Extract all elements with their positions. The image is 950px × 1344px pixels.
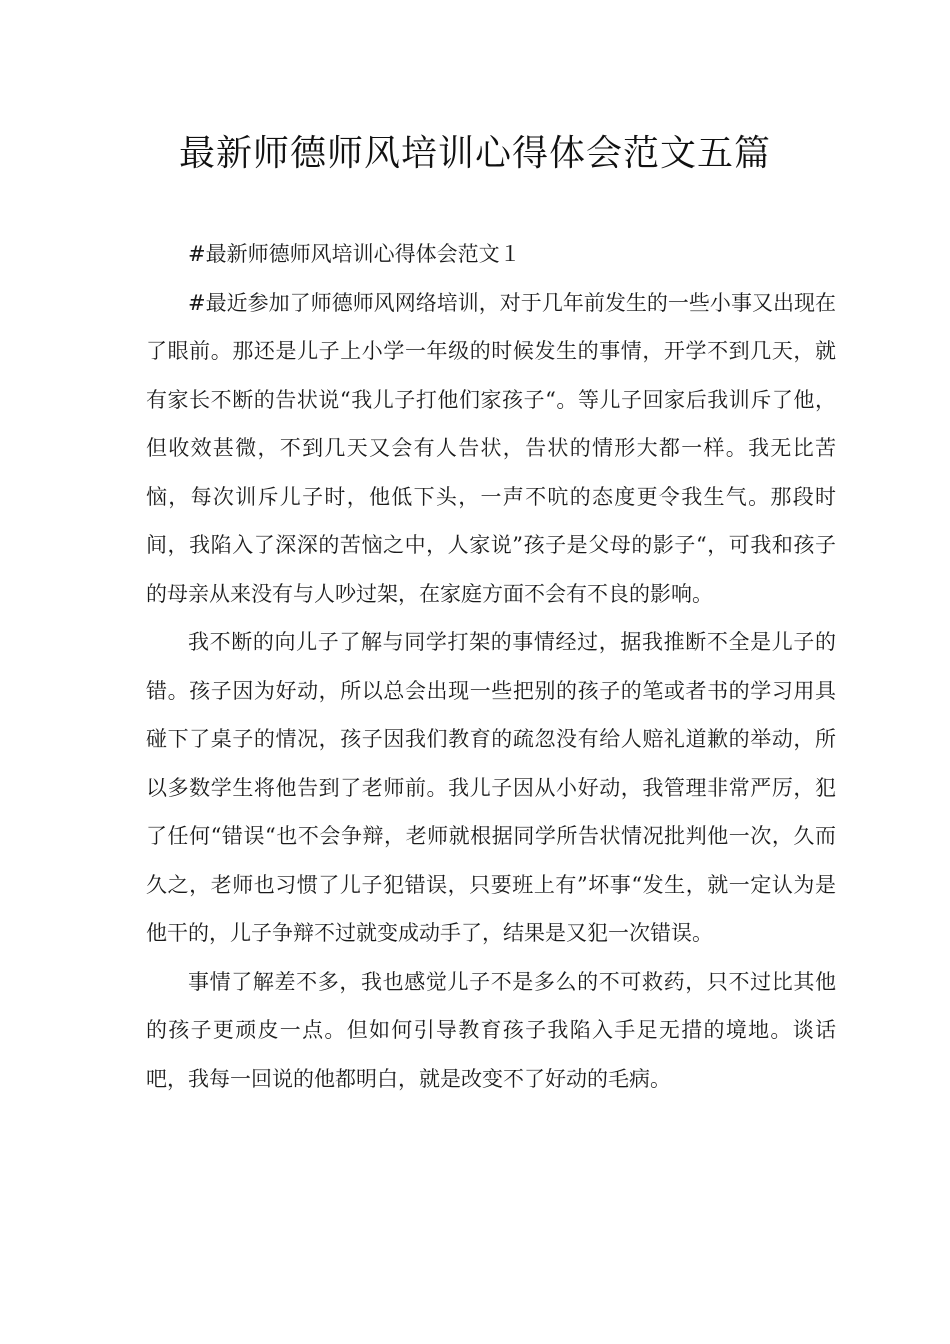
body-paragraph: #最近参加了师德师风网络培训，对于几年前发生的一些小事又出现在了眼前。那还是儿子上小学一年级的时候发生的事情，开学不到几天，就有家长不断的告状说“我儿子打他们家孩子“。等儿子回家后我训斥了他，但收效甚微，不到几天又会有人告状，告状的情形大都一样。我无比苦恼，每次训斥儿子时，他低下头，一声不吭的态度更令我生气。那段时间，我陷入了深深的苦恼之中，人家说”孩子是父母的影子“，可我和孩子的母亲从来没有与人吵过架，在家庭方面不会有不良的影响。 bbox=[146, 290, 836, 606]
document-body bbox=[146, 230, 836, 1103]
section-heading: #最新师德师风培训心得体会范文１ bbox=[188, 242, 521, 266]
document-title: 最新师德师风培训心得体会范文五篇 bbox=[178, 133, 771, 174]
body-paragraph: 我不断的向儿子了解与同学打架的事情经过，据我推断不全是儿子的错。孩子因为好动，所以总会出现一些把别的孩子的笔或者书的学习用具碰下了桌子的情况，孩子因我们教育的疏忽没有给人赔礼道歉的举动，所以多数学生将他告到了老师前。我儿子因从小好动，我管理非常严厉，犯了任何“错误“也不会争辩，老师就根据同学所告状情况批判他一次，久而久之，老师也习惯了儿子犯错误，只要班上有”坏事“发生，就一定认为是他干的，儿子争辩不过就变成动手了，结果是又犯一次错误。 bbox=[146, 630, 836, 945]
body-paragraph: 事情了解差不多，我也感觉儿子不是多么的不可救药，只不过比其他的孩子更顽皮一点。但如何引导教育孩子我陷入手足无措的境地。谈话吧，我每一回说的他都明白，就是改变不了好动的毛病。 bbox=[146, 969, 836, 1091]
